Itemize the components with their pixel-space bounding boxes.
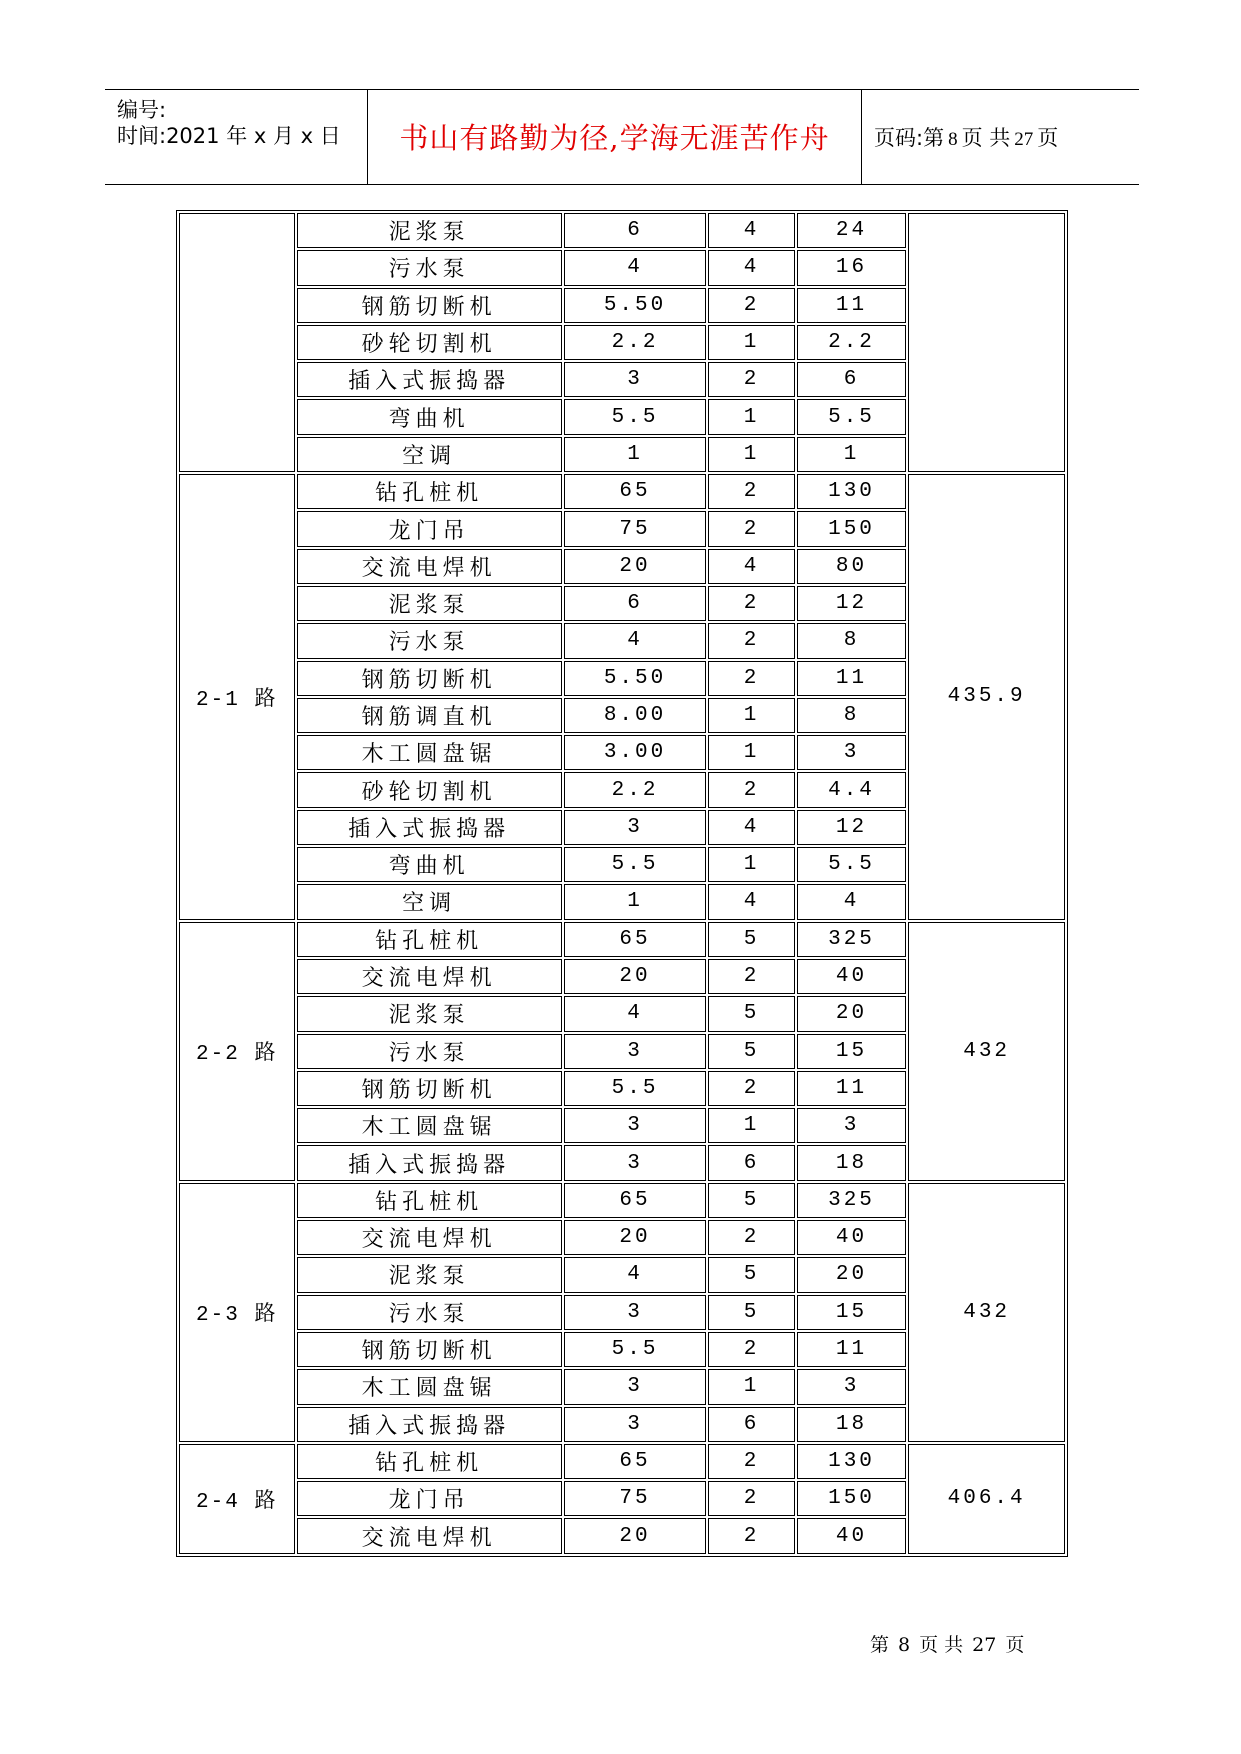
subtotal-cell: 3 <box>797 1369 907 1404</box>
serial-label: 编号: <box>117 98 167 122</box>
route-total-cell: 432 <box>908 1183 1065 1442</box>
subtotal-cell: 130 <box>797 474 907 509</box>
quantity-cell: 2 <box>708 586 794 621</box>
page-info <box>874 122 1058 152</box>
quantity-cell: 2 <box>708 623 794 658</box>
equipment-name-cell: 钢筋调直机 <box>297 698 562 733</box>
equipment-name-cell: 交流电焊机 <box>297 1220 562 1255</box>
quantity-cell: 4 <box>708 213 794 248</box>
subtotal-cell: 1 <box>797 437 907 472</box>
page-total: 27 <box>1014 129 1034 150</box>
quantity-cell: 5 <box>708 1257 794 1292</box>
quantity-cell: 2 <box>708 1071 794 1106</box>
power-cell: 5.5 <box>564 399 707 434</box>
power-cell: 6 <box>564 586 707 621</box>
header-meta <box>105 90 368 184</box>
quantity-cell: 5 <box>708 1034 794 1069</box>
footer-suffix: 页 <box>1005 1634 1025 1656</box>
equipment-name-cell: 钻孔桩机 <box>297 922 562 957</box>
quantity-cell: 2 <box>708 362 794 397</box>
quantity-cell: 5 <box>708 1183 794 1218</box>
power-cell: 4 <box>564 250 707 285</box>
subtotal-cell: 4.4 <box>797 772 907 807</box>
route-total-cell: 435.9 <box>908 474 1065 920</box>
time-label: 时间:2021 年 x 月 x 日 <box>117 124 341 148</box>
equipment-name-cell: 交流电焊机 <box>297 959 562 994</box>
footer-page-total: 27 <box>972 1634 997 1656</box>
subtotal-cell: 6 <box>797 362 907 397</box>
power-cell: 5.5 <box>564 847 707 882</box>
power-cell: 3 <box>564 1295 707 1330</box>
subtotal-cell: 8 <box>797 623 907 658</box>
route-total-cell <box>908 213 1065 472</box>
subtotal-cell: 4 <box>797 884 907 919</box>
route-total-cell: 432 <box>908 922 1065 1181</box>
equipment-name-cell: 插入式振捣器 <box>297 1407 562 1442</box>
quantity-cell: 1 <box>708 1369 794 1404</box>
quantity-cell: 1 <box>708 437 794 472</box>
subtotal-cell: 24 <box>797 213 907 248</box>
power-cell: 5.50 <box>564 288 707 323</box>
quantity-cell: 2 <box>708 661 794 696</box>
equipment-name-cell: 污水泵 <box>297 250 562 285</box>
power-cell: 8.00 <box>564 698 707 733</box>
power-cell: 6 <box>564 213 707 248</box>
power-cell: 1 <box>564 884 707 919</box>
quantity-cell: 6 <box>708 1407 794 1442</box>
quantity-cell: 2 <box>708 1220 794 1255</box>
route-cell: 2-3 路 <box>179 1183 295 1442</box>
power-cell: 2.2 <box>564 772 707 807</box>
equipment-name-cell: 砂轮切割机 <box>297 325 562 360</box>
equipment-name-cell: 钻孔桩机 <box>297 1444 562 1479</box>
subtotal-cell: 5.5 <box>797 399 907 434</box>
equipment-name-cell: 交流电焊机 <box>297 549 562 584</box>
equipment-name-cell: 木工圆盘锯 <box>297 735 562 770</box>
power-cell: 4 <box>564 996 707 1031</box>
subtotal-cell: 12 <box>797 810 907 845</box>
equipment-name-cell: 龙门吊 <box>297 1481 562 1516</box>
subtotal-cell: 325 <box>797 922 907 957</box>
quantity-cell: 5 <box>708 1295 794 1330</box>
route-cell: 2-4 路 <box>179 1444 295 1554</box>
subtotal-cell: 15 <box>797 1295 907 1330</box>
quantity-cell: 5 <box>708 922 794 957</box>
equipment-name-cell: 空调 <box>297 884 562 919</box>
power-cell: 75 <box>564 1481 707 1516</box>
route-cell <box>179 213 295 472</box>
quantity-cell: 1 <box>708 735 794 770</box>
header-page-info <box>862 90 1138 184</box>
equipment-name-cell: 泥浆泵 <box>297 1257 562 1292</box>
quantity-cell: 2 <box>708 474 794 509</box>
page-suffix: 页 <box>1037 126 1059 150</box>
equipment-name-cell: 弯曲机 <box>297 399 562 434</box>
subtotal-cell: 40 <box>797 959 907 994</box>
power-cell: 3 <box>564 1145 707 1180</box>
power-cell: 3 <box>564 1369 707 1404</box>
power-cell: 65 <box>564 1183 707 1218</box>
quantity-cell: 2 <box>708 288 794 323</box>
table-row <box>179 474 1065 509</box>
power-cell: 3 <box>564 1108 707 1143</box>
quantity-cell: 4 <box>708 250 794 285</box>
header-motto-cell <box>368 90 862 184</box>
subtotal-cell: 12 <box>797 586 907 621</box>
route-cell: 2-1 路 <box>179 474 295 920</box>
power-cell: 65 <box>564 1444 707 1479</box>
equipment-name-cell: 钢筋切断机 <box>297 1332 562 1367</box>
subtotal-cell: 150 <box>797 1481 907 1516</box>
page-number: 8 <box>948 129 958 150</box>
page-mid: 页 共 <box>961 126 1011 150</box>
quantity-cell: 1 <box>708 1108 794 1143</box>
quantity-cell: 1 <box>708 847 794 882</box>
subtotal-cell: 18 <box>797 1407 907 1442</box>
equipment-name-cell: 钢筋切断机 <box>297 1071 562 1106</box>
equipment-name-cell: 插入式振捣器 <box>297 362 562 397</box>
power-cell: 5.5 <box>564 1071 707 1106</box>
quantity-cell: 1 <box>708 399 794 434</box>
equipment-name-cell: 泥浆泵 <box>297 213 562 248</box>
subtotal-cell: 3 <box>797 1108 907 1143</box>
quantity-cell: 4 <box>708 810 794 845</box>
equipment-power-table <box>176 210 1068 1557</box>
power-cell: 4 <box>564 623 707 658</box>
table-row <box>179 213 1065 248</box>
equipment-name-cell: 钢筋切断机 <box>297 661 562 696</box>
subtotal-cell: 80 <box>797 549 907 584</box>
power-cell: 3.00 <box>564 735 707 770</box>
quantity-cell: 2 <box>708 772 794 807</box>
footer-page-number: 8 <box>898 1634 911 1656</box>
page-footer <box>870 1630 1033 1657</box>
subtotal-cell: 40 <box>797 1220 907 1255</box>
quantity-cell: 2 <box>708 1518 794 1553</box>
power-cell: 3 <box>564 810 707 845</box>
power-cell: 3 <box>564 1034 707 1069</box>
motto-text: 书山有路勤为径,学海无涯苦作舟 <box>399 121 830 155</box>
power-cell: 5.5 <box>564 1332 707 1367</box>
power-cell: 1 <box>564 437 707 472</box>
page-prefix: 页码:第 <box>874 126 945 150</box>
subtotal-cell: 8 <box>797 698 907 733</box>
power-cell: 20 <box>564 1518 707 1553</box>
route-cell: 2-2 路 <box>179 922 295 1181</box>
quantity-cell: 5 <box>708 996 794 1031</box>
quantity-cell: 2 <box>708 959 794 994</box>
equipment-name-cell: 弯曲机 <box>297 847 562 882</box>
quantity-cell: 2 <box>708 1332 794 1367</box>
table-row <box>179 1183 1065 1218</box>
subtotal-cell: 3 <box>797 735 907 770</box>
equipment-name-cell: 插入式振捣器 <box>297 1145 562 1180</box>
quantity-cell: 4 <box>708 549 794 584</box>
table-row <box>179 922 1065 957</box>
power-cell: 20 <box>564 1220 707 1255</box>
equipment-name-cell: 龙门吊 <box>297 511 562 546</box>
subtotal-cell: 325 <box>797 1183 907 1218</box>
power-cell: 4 <box>564 1257 707 1292</box>
quantity-cell: 2 <box>708 1444 794 1479</box>
equipment-name-cell: 木工圆盘锯 <box>297 1369 562 1404</box>
footer-prefix: 第 <box>870 1634 890 1656</box>
footer-mid: 页 共 <box>919 1634 964 1656</box>
equipment-name-cell: 钻孔桩机 <box>297 1183 562 1218</box>
equipment-name-cell: 交流电焊机 <box>297 1518 562 1553</box>
equipment-name-cell: 插入式振捣器 <box>297 810 562 845</box>
subtotal-cell: 2.2 <box>797 325 907 360</box>
document-header <box>105 89 1139 185</box>
equipment-name-cell: 泥浆泵 <box>297 996 562 1031</box>
equipment-name-cell: 空调 <box>297 437 562 472</box>
power-cell: 2.2 <box>564 325 707 360</box>
quantity-cell: 2 <box>708 1481 794 1516</box>
power-cell: 3 <box>564 362 707 397</box>
power-cell: 65 <box>564 922 707 957</box>
subtotal-cell: 20 <box>797 996 907 1031</box>
equipment-name-cell: 污水泵 <box>297 623 562 658</box>
table-row <box>179 1444 1065 1479</box>
equipment-name-cell: 污水泵 <box>297 1295 562 1330</box>
subtotal-cell: 130 <box>797 1444 907 1479</box>
power-cell: 3 <box>564 1407 707 1442</box>
subtotal-cell: 150 <box>797 511 907 546</box>
power-cell: 20 <box>564 959 707 994</box>
power-cell: 75 <box>564 511 707 546</box>
quantity-cell: 6 <box>708 1145 794 1180</box>
subtotal-cell: 18 <box>797 1145 907 1180</box>
quantity-cell: 4 <box>708 884 794 919</box>
subtotal-cell: 5.5 <box>797 847 907 882</box>
equipment-name-cell: 泥浆泵 <box>297 586 562 621</box>
subtotal-cell: 11 <box>797 1332 907 1367</box>
equipment-name-cell: 钻孔桩机 <box>297 474 562 509</box>
quantity-cell: 1 <box>708 325 794 360</box>
subtotal-cell: 15 <box>797 1034 907 1069</box>
quantity-cell: 1 <box>708 698 794 733</box>
equipment-name-cell: 砂轮切割机 <box>297 772 562 807</box>
quantity-cell: 2 <box>708 511 794 546</box>
power-cell: 20 <box>564 549 707 584</box>
equipment-name-cell: 污水泵 <box>297 1034 562 1069</box>
table-body <box>179 213 1065 1554</box>
power-cell: 65 <box>564 474 707 509</box>
equipment-name-cell: 钢筋切断机 <box>297 288 562 323</box>
equipment-name-cell: 木工圆盘锯 <box>297 1108 562 1143</box>
route-total-cell: 406.4 <box>908 1444 1065 1554</box>
subtotal-cell: 40 <box>797 1518 907 1553</box>
subtotal-cell: 11 <box>797 1071 907 1106</box>
subtotal-cell: 11 <box>797 661 907 696</box>
power-cell: 5.50 <box>564 661 707 696</box>
subtotal-cell: 11 <box>797 288 907 323</box>
subtotal-cell: 20 <box>797 1257 907 1292</box>
subtotal-cell: 16 <box>797 250 907 285</box>
